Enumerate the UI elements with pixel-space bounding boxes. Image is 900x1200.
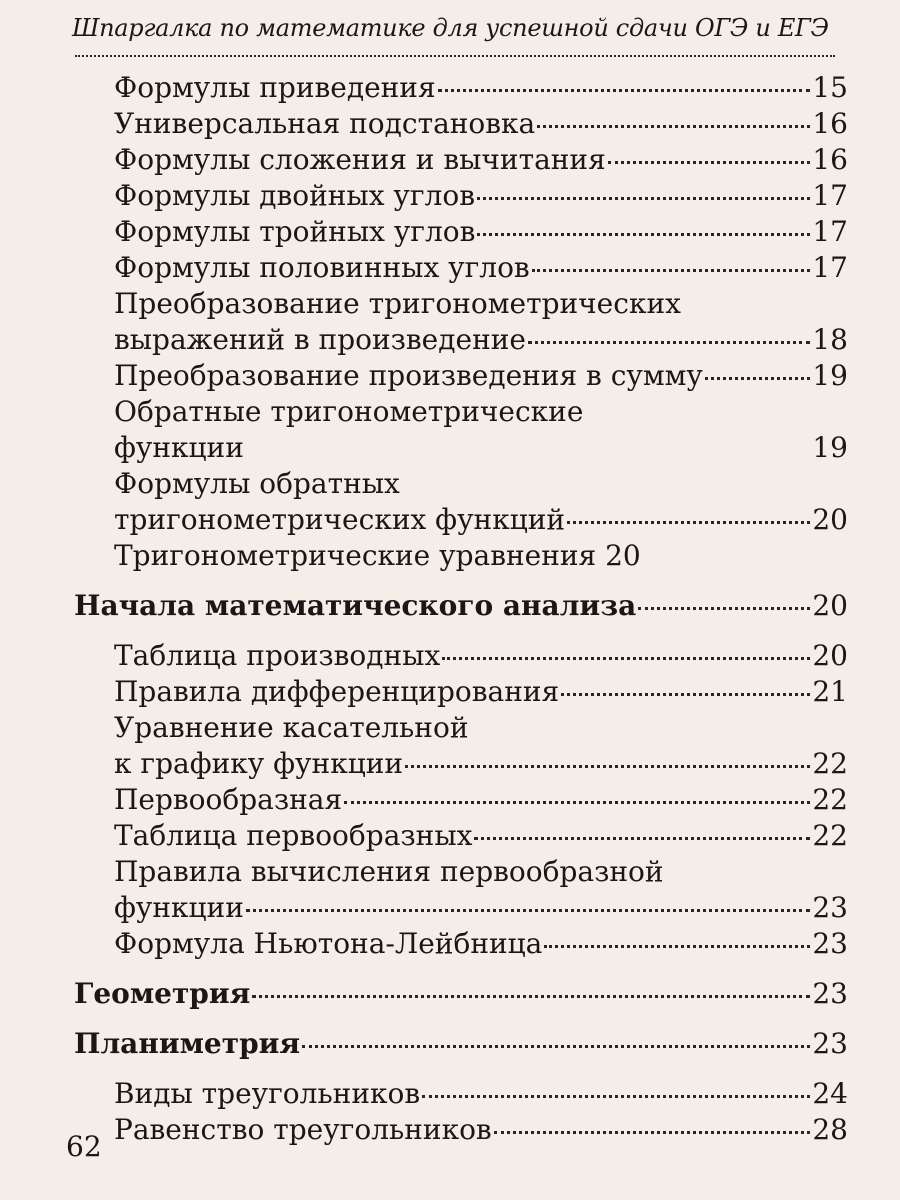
dot-leader xyxy=(477,196,810,200)
toc-entry[interactable] xyxy=(0,322,900,358)
toc-page-number: 16 xyxy=(812,143,848,176)
dot-leader xyxy=(544,944,810,948)
table-of-contents xyxy=(0,70,900,1148)
toc-entry-first-line: Уравнение касательной xyxy=(114,711,469,744)
toc-entry-label: Универсальная подстановка xyxy=(114,107,536,140)
toc-page-number: 24 xyxy=(812,1077,848,1110)
toc-entry-label: Формулы тройных углов xyxy=(114,215,476,248)
toc-entry-label: Формулы приведения xyxy=(114,71,436,104)
toc-page-number: 22 xyxy=(812,747,848,780)
toc-entry[interactable] xyxy=(0,638,900,674)
toc-entry[interactable] xyxy=(0,142,900,178)
dot-leader xyxy=(422,1094,810,1098)
toc-entry-label: тригонометрических функций xyxy=(114,503,566,536)
toc-page-number: 21 xyxy=(812,675,848,708)
toc-page-number: 17 xyxy=(812,215,848,248)
toc-page-number: 20 xyxy=(812,639,848,672)
toc-page-number: 17 xyxy=(812,179,848,212)
dot-leader xyxy=(252,994,810,998)
toc-page-number: 20 xyxy=(812,503,848,536)
toc-section-label: Планиметрия xyxy=(74,1027,301,1060)
toc-entry-first-line: Преобразование тригонометрических xyxy=(114,287,681,320)
dot-leader xyxy=(537,124,810,128)
toc-entry-label: Преобразование произведения в сумму xyxy=(114,359,703,392)
toc-page-number: 19 xyxy=(812,431,848,464)
toc-entry-label: Таблица первообразных xyxy=(114,819,473,852)
running-header: Шпаргалка по математике для успешной сдачи ОГЭ и ЕГЭ xyxy=(72,14,829,42)
toc-entry[interactable] xyxy=(0,674,900,710)
toc-entry-label: Формула Ньютона-Лейбница xyxy=(114,927,543,960)
toc-page-number: 23 xyxy=(812,891,848,924)
toc-entry-first-line: Правила вычисления первообразной xyxy=(114,855,664,888)
toc-entry[interactable] xyxy=(0,250,900,286)
dot-leader xyxy=(705,376,810,380)
toc-entry[interactable] xyxy=(0,1112,900,1148)
toc-entry-label: Формулы сложения и вычитания xyxy=(114,143,606,176)
toc-page-number: 23 xyxy=(812,927,848,960)
toc-entry[interactable] xyxy=(0,178,900,214)
toc-entry-label: Таблица производных xyxy=(114,639,441,672)
toc-page-number: 22 xyxy=(812,819,848,852)
toc-page-number: 23 xyxy=(812,1027,848,1060)
toc-page-number: 17 xyxy=(812,251,848,284)
toc-page-number: 20 xyxy=(812,589,848,622)
toc-page-number: 23 xyxy=(812,977,848,1010)
toc-entry[interactable] xyxy=(0,818,900,854)
dot-leader xyxy=(638,606,810,610)
toc-entry[interactable] xyxy=(0,430,900,466)
toc-entry-label: Формулы двойных углов xyxy=(114,179,475,212)
dot-leader xyxy=(528,340,810,344)
toc-entry-label: выражений в произведение xyxy=(114,323,526,356)
toc-page-number: 22 xyxy=(812,783,848,816)
dot-leader xyxy=(246,908,810,912)
dot-leader xyxy=(477,232,810,236)
toc-entry-label: Первообразная xyxy=(114,783,343,816)
toc-section-entry[interactable] xyxy=(0,976,900,1012)
toc-entry[interactable] xyxy=(0,538,900,574)
toc-entry-first-line: Обратные тригонометрические xyxy=(114,395,584,428)
dot-leader xyxy=(474,836,810,840)
toc-entry-label: Формулы половинных углов xyxy=(114,251,530,284)
toc-entry-label: Правила дифференцирования xyxy=(114,675,560,708)
toc-entry-label: функции xyxy=(114,891,244,924)
toc-entry[interactable] xyxy=(0,70,900,106)
toc-entry[interactable] xyxy=(0,926,900,962)
dot-leader xyxy=(442,656,810,660)
toc-page-number: 16 xyxy=(812,107,848,140)
toc-entry-label: Тригонометрические уравнения 20 xyxy=(114,539,641,572)
dot-leader xyxy=(246,448,810,452)
toc-section-label: Начала математического анализа xyxy=(74,589,637,622)
toc-section-entry[interactable] xyxy=(0,1026,900,1062)
dot-leader xyxy=(561,692,810,696)
dot-leader xyxy=(532,268,811,272)
toc-entry[interactable] xyxy=(0,746,900,782)
toc-entry[interactable] xyxy=(0,502,900,538)
toc-page-number: 15 xyxy=(812,71,848,104)
dot-leader xyxy=(405,764,810,768)
toc-entry[interactable] xyxy=(0,214,900,250)
toc-entry-label: функции xyxy=(114,431,244,464)
dot-leader xyxy=(494,1130,811,1134)
dot-leader xyxy=(438,88,811,92)
toc-entry[interactable] xyxy=(0,782,900,818)
toc-page-number: 18 xyxy=(812,323,848,356)
toc-section-entry[interactable] xyxy=(0,588,900,624)
dot-leader xyxy=(567,520,810,524)
toc-page-number: 28 xyxy=(812,1113,848,1146)
toc-section-label: Геометрия xyxy=(74,977,251,1010)
toc-entry[interactable] xyxy=(0,1076,900,1112)
toc-entry-first-line: Формулы обратных xyxy=(114,467,400,500)
toc-entry-label: Равенство треугольников xyxy=(114,1113,492,1146)
toc-entry[interactable] xyxy=(0,106,900,142)
header-divider xyxy=(75,55,835,57)
dot-leader xyxy=(608,160,811,164)
toc-page-number: 19 xyxy=(812,359,848,392)
toc-entry[interactable] xyxy=(0,890,900,926)
toc-entry-label: Виды треугольников xyxy=(114,1077,421,1110)
toc-entry[interactable] xyxy=(0,358,900,394)
dot-leader xyxy=(302,1044,810,1048)
page-number: 62 xyxy=(66,1130,102,1163)
toc-entry-label: к графику функции xyxy=(114,747,404,780)
dot-leader xyxy=(344,800,810,804)
